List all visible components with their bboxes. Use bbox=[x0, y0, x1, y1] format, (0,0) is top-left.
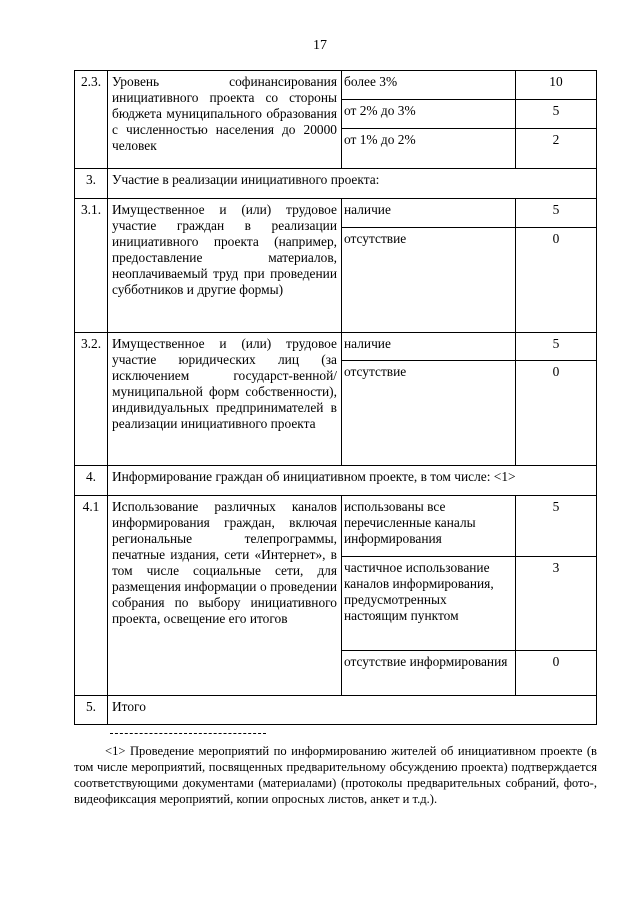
option-label: более 3% bbox=[342, 71, 516, 100]
row-number: 3.2. bbox=[75, 333, 108, 466]
row-number: 3. bbox=[75, 169, 108, 199]
option-label: наличие bbox=[342, 333, 516, 361]
option-score: 5 bbox=[516, 333, 597, 361]
option-label: от 2% до 3% bbox=[342, 100, 516, 129]
table-row bbox=[75, 496, 597, 557]
table-row bbox=[75, 333, 597, 361]
option-score: 5 bbox=[516, 496, 597, 557]
option-label: от 1% до 2% bbox=[342, 129, 516, 169]
option-score: 5 bbox=[516, 100, 597, 129]
row-number: 4. bbox=[75, 466, 108, 496]
option-score: 3 bbox=[516, 557, 597, 651]
option-label: отсутствие bbox=[342, 361, 516, 466]
table-row bbox=[75, 199, 597, 228]
option-label: использованы все перечисленные каналы информирования bbox=[342, 496, 516, 557]
option-label: наличие bbox=[342, 199, 516, 228]
option-score: 10 bbox=[516, 71, 597, 100]
criterion-description: Имущественное и (или) трудовое участие граждан в реализации инициативного проекта (например, предоставление материалов, неоплачиваемый труд при проведении субботников и другие формы) bbox=[108, 199, 342, 333]
option-score: 0 bbox=[516, 228, 597, 333]
total-label: Итого bbox=[108, 696, 597, 725]
footnote-text: <1> Проведение мероприятий по информированию жителей об инициативном проекте (в том числе мероприятий, посвященных предварительному обсуждению проекта) подтверждается соответствующими документами (материалами) (протоколы предварительных собраний, фото-, видеофиксация мероприятий, копии опросных листов, анкет и т.д.). bbox=[74, 744, 597, 806]
option-label: отсутствие bbox=[342, 228, 516, 333]
criterion-description: Имущественное и (или) трудовое участие юридических лиц (за исключением государст-венной/муниципальной форм собственности), индивидуальных предпринимателей в реализации инициативного проекта bbox=[108, 333, 342, 466]
criteria-table bbox=[74, 70, 597, 725]
footnote-separator bbox=[110, 733, 266, 734]
table-row bbox=[75, 71, 597, 100]
row-number: 4.1 bbox=[75, 496, 108, 696]
row-number: 3.1. bbox=[75, 199, 108, 333]
table-row bbox=[75, 466, 597, 496]
row-number: 5. bbox=[75, 696, 108, 725]
option-score: 5 bbox=[516, 199, 597, 228]
option-label: частичное использование каналов информирования, предусмотренных настоящим пунктом bbox=[342, 557, 516, 651]
criterion-description: Уровень софинансирования инициативного проекта со стороны бюджета муниципального образования с численностью населения до 20000 человек bbox=[108, 71, 342, 169]
option-score: 2 bbox=[516, 129, 597, 169]
page-number: 17 bbox=[313, 38, 327, 53]
section-heading: Участие в реализации инициативного проекта: bbox=[108, 169, 597, 199]
section-heading: Информирование граждан об инициативном проекте, в том числе: <1> bbox=[108, 466, 597, 496]
option-label: отсутствие информирования bbox=[342, 651, 516, 696]
option-score: 0 bbox=[516, 361, 597, 466]
criterion-description: Использование различных каналов информирования граждан, включая региональные телепрограммы, печатные издания, сети «Интернет», в том числе социальные сети, для размещения информации о проведении собрания по выбору инициативного проекта, освещение его итогов bbox=[108, 496, 342, 696]
option-score: 0 bbox=[516, 651, 597, 696]
table-row bbox=[75, 696, 597, 725]
table-row bbox=[75, 169, 597, 199]
row-number: 2.3. bbox=[75, 71, 108, 169]
